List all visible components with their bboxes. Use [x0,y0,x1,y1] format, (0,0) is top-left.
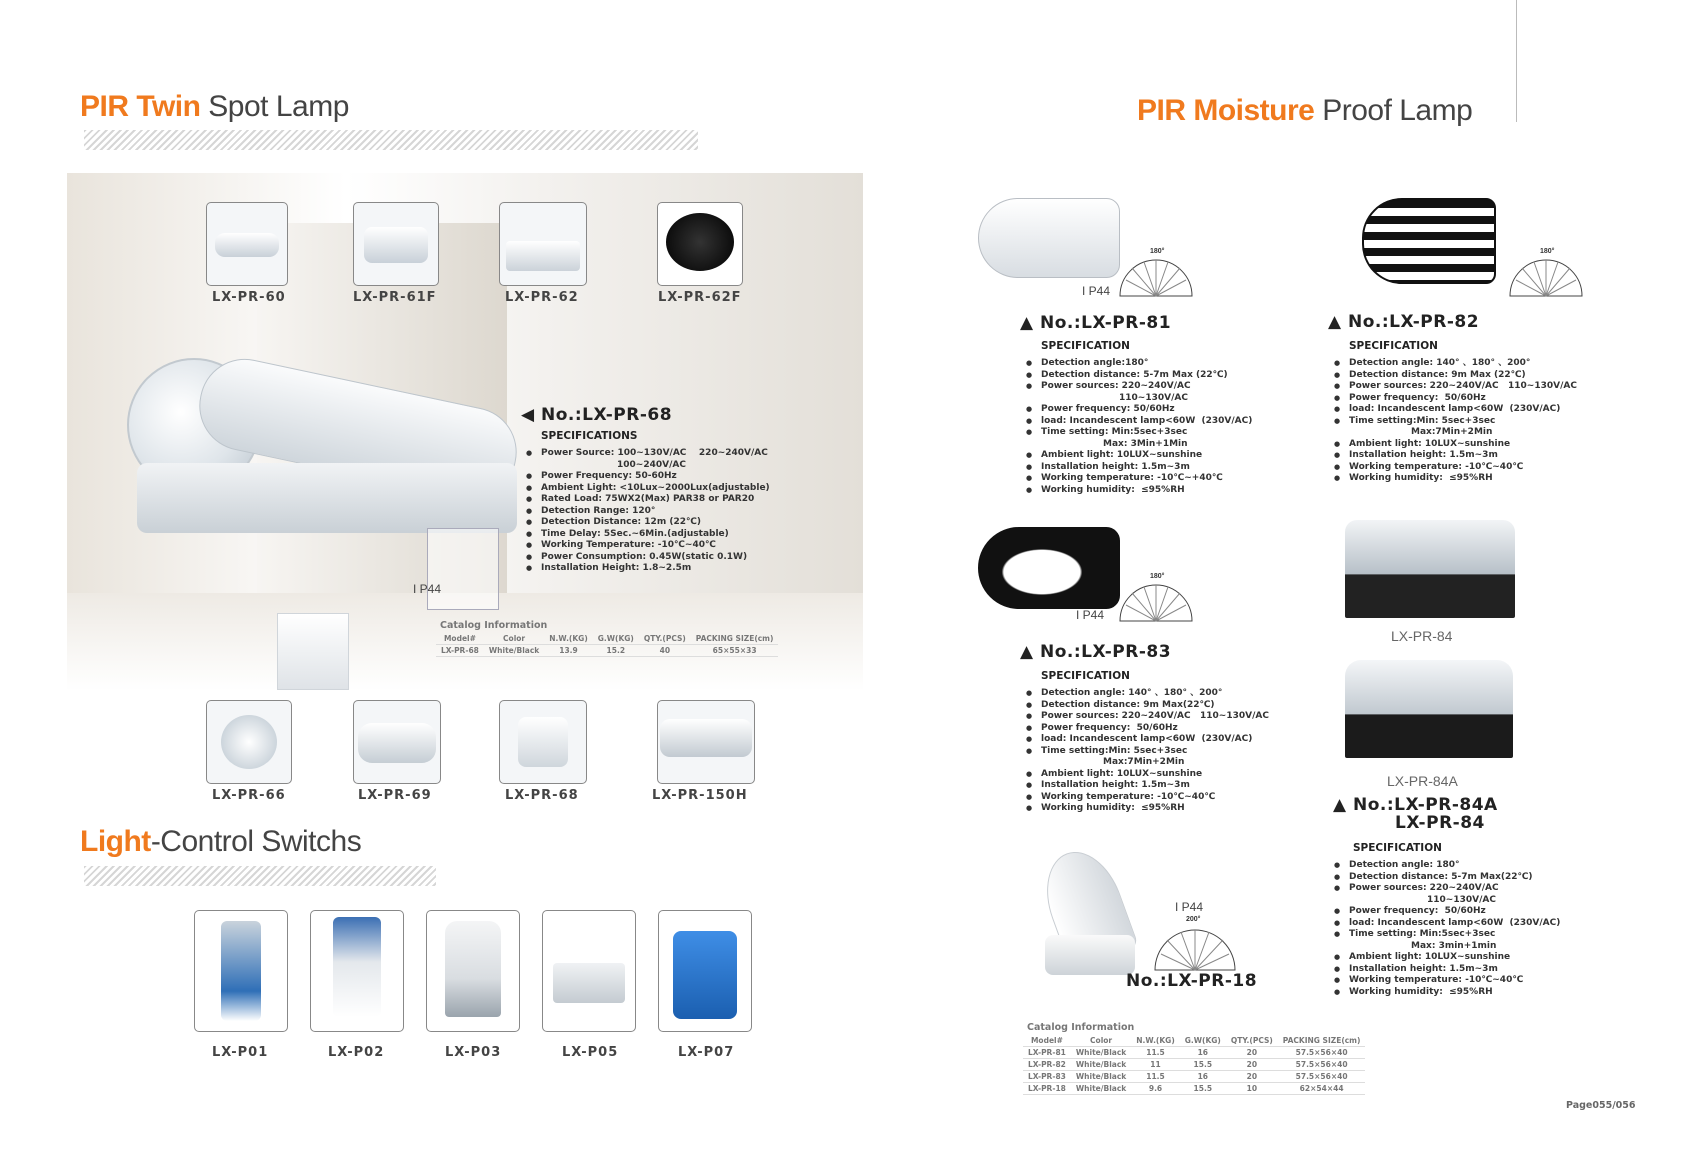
thumb-lx-pr-66 [206,700,292,784]
cell: 16 [1197,1048,1209,1057]
col-header: Model# [443,634,476,643]
spec-item: ● Detection angle: 140° 、180° 、200° [1041,688,1269,700]
table-row [1023,1047,1365,1059]
lx-pr-83-ip: I P44 [1076,608,1105,622]
cell: 40 [659,646,671,655]
lx-pr-81-image [978,198,1120,278]
lx-pr-84-image [1345,520,1515,618]
cell: 11.5 [1146,1048,1165,1057]
spec-item: ● load: Incandescent lamp<60W (230V/AC) [1041,416,1252,428]
thumb-lx-p01 [194,910,288,1032]
lx-pr-82-detection-fan [1508,250,1584,298]
featured-spec-title: SPECIFICATIONS [541,430,638,442]
thumb-lx-pr-68 [499,700,587,784]
fan-rays [1161,930,1229,970]
page-edge-line [1516,0,1517,122]
left-catalog-table [436,633,778,657]
spec-item: ● Working humidity: ≤95%RH [1041,803,1269,815]
cell: 20 [1246,1072,1258,1081]
right-title-rest: Proof Lamp [1314,94,1473,127]
fan-rays [1126,260,1186,296]
left-title-highlight: PIR Twin [80,90,201,123]
lx-pr-81-angle: 180° [1150,248,1165,255]
spec-item: ● Rated Load: 75WX2(Max) PAR38 or PAR20 [541,494,770,506]
spec-item: ● Installation height: 1.5m~3m [1041,462,1252,474]
col-header: QTY.(PCS) [643,634,686,643]
cell: 13.9 [559,646,578,655]
cell: 20 [1246,1048,1258,1057]
spec-item: ● Time setting:Min: 5sec+3sec [1349,416,1577,428]
thumb-lx-pr-69 [353,700,441,784]
lx-pr-81-spec-title: SPECIFICATION [1041,340,1130,352]
spec-item: ● Installation height: 1.5m~3m [1349,450,1577,462]
cell: 9.6 [1148,1084,1163,1093]
col-header: N.W.(KG) [549,634,588,643]
lx-pr-81-spec-list [1025,358,1252,496]
cell: White/Black [1075,1060,1127,1069]
spec-item: ● Power sources: 220~240V/AC 110~130V/AC [1349,381,1577,393]
spec-item: ● load: Incandescent lamp<60W (230V/AC) [1349,918,1560,930]
cell: 15.5 [1193,1060,1213,1069]
lx-pr-82-number: ▲ No.:LX-PR-82 [1328,312,1480,332]
col-header: G.W(KG) [1184,1036,1221,1045]
lx-pr-83-detection-fan [1118,575,1194,623]
lx-pr-83-no-text: No.:LX-PR-83 [1040,642,1172,662]
cell: 16 [1197,1072,1209,1081]
sensor-module-image [277,613,349,690]
spec-item: ● Power Frequency: 50-60Hz [541,471,770,483]
thumb-lx-p05 [542,910,636,1032]
spec-item: ● Working temperature: -10℃~40℃ [1041,792,1269,804]
right-title-highlight: PIR Moisture [1137,94,1315,127]
switch-title-rest: -Control Switchs [150,825,362,858]
right-title [1137,94,1472,128]
lx-pr-84a-label: LX-PR-84A [1387,773,1458,789]
table-row [1023,1071,1365,1083]
sensor-bar-image [137,463,517,533]
cell: 65×55×33 [712,646,757,655]
thumb-lx-p02 [310,910,404,1032]
lx-pr-82-angle: 180° [1540,248,1555,255]
featured-ip-rating: I P44 [413,582,442,596]
lx-pr-82-spec-title: SPECIFICATION [1349,340,1438,352]
detection-pattern-image [427,528,499,610]
lx-pr-18-detection-fan [1153,918,1237,972]
title-stripe [84,130,698,150]
label-lx-pr-66: LX-PR-66 [212,788,286,803]
spec-item: ● Installation height: 1.5m~3m [1041,780,1269,792]
featured-model-number: ◀ No.:LX-PR-68 [521,405,673,425]
cell: White/Black [1075,1048,1127,1057]
cell: 62×54×44 [1299,1084,1344,1093]
switch-title-stripe [84,866,436,886]
spec-item: ● Working humidity: ≤95%RH [1349,473,1577,485]
lx-pr-81-ip: I P44 [1082,284,1111,298]
col-header: Color [1090,1036,1113,1045]
label-lx-pr-150h: LX-PR-150H [652,788,748,803]
fan-rays [1516,260,1576,296]
table-row [1023,1083,1365,1095]
cell: 15.5 [1193,1084,1213,1093]
hero-panel [67,173,863,691]
col-header: N.W.(KG) [1136,1036,1175,1045]
label-lx-pr-62f: LX-PR-62F [658,290,742,305]
thumb-lx-p03 [426,910,520,1032]
switch-title [80,825,361,859]
lx-pr-81-number: ▲ No.:LX-PR-81 [1020,313,1172,333]
spec-item: ● Detection Range: 120° [541,506,770,518]
spec-item: ● Power sources: 220~240V/AC [1349,883,1560,895]
spec-item: 100~240V/AC [617,459,686,470]
lx-pr-82-image [1362,198,1496,284]
cell: White/Black [488,646,540,655]
cell: 11 [1150,1060,1161,1069]
col-header: Model# [1030,1036,1063,1045]
spec-item: ● Ambient Light: <10Lux~2000Lux(adjustable) [541,483,770,495]
spec-item: Max: 3min+1min [1411,940,1497,951]
spec-item: ● Detection distance: 5-7m Max(22℃) [1349,872,1560,884]
lx-pr-84-number: LX-PR-84 [1395,813,1485,833]
cell: 11.5 [1146,1072,1165,1081]
spec-item: 110~130V/AC [1427,894,1496,905]
cell: LX-PR-18 [1028,1084,1066,1093]
cell: LX-PR-82 [1028,1060,1066,1069]
spec-item: Max: 3Min+1Min [1103,438,1188,449]
spec-item: ● Power Source: 100~130V/AC 220~240V/AC [541,448,770,460]
lx-pr-82-spec-list [1333,358,1577,485]
featured-no-text: No.:LX-PR-68 [541,405,673,425]
spec-item: ● Working humidity: ≤95%RH [1349,987,1560,999]
lx-pr-18-angle: 200° [1186,916,1201,923]
cell: White/Black [1075,1072,1127,1081]
lx-pr-81-detection-fan [1118,250,1194,298]
label-lx-pr-60: LX-PR-60 [212,290,286,305]
table-row [436,645,778,657]
spec-item: ● Working temperature: -10℃~40℃ [1349,462,1577,474]
thumb-lx-pr-62 [499,202,587,286]
spec-item: ● Ambient light: 10LUX~sunshine [1349,439,1577,451]
switch-title-highlight: Light [80,825,151,858]
spec-item: ● Detection distance: 5-7m Max (22℃) [1041,370,1252,382]
lx-pr-84a-image [1345,660,1513,758]
spec-item: 110~130V/AC [1119,392,1188,403]
right-catalog-title: Catalog Information [1027,1022,1135,1033]
spec-item: ● Working humidity: ≤95%RH [1041,485,1252,497]
col-header: PACKING SIZE(cm) [695,634,774,643]
lx-pr-83-spec-title: SPECIFICATION [1041,670,1130,682]
lx-pr-81-no-text: No.:LX-PR-81 [1040,313,1172,333]
lx-pr-18-number: No.:LX-PR-18 [1126,971,1258,991]
spec-item: ● Ambient light: 10LUX~sunshine [1041,450,1252,462]
left-title [80,90,349,124]
lx-pr-18-ip: I P44 [1175,900,1204,914]
lx-pr-84a-number: ▲ No.:LX-PR-84A [1333,795,1498,815]
left-catalog-title: Catalog Information [440,620,548,631]
spec-item: ● Power frequency: 50/60Hz [1041,723,1269,735]
spec-item: Max:7Min+2Min [1103,757,1185,767]
featured-spec-list [525,448,770,575]
lx-pr-83-image [978,527,1120,609]
label-lx-pr-68: LX-PR-68 [505,788,579,803]
spec-item: ● Power frequency: 50/60Hz [1349,906,1560,918]
cell: 57.5×56×40 [1295,1072,1348,1081]
lx-pr-18-base-image [1045,935,1135,975]
spec-item: ● Detection angle: 180° [1349,860,1560,872]
spec-item: ● Time Delay: 5Sec.~6Min.(adjustable) [541,529,770,541]
spec-item: ● Detection distance: 9m Max (22℃) [1349,370,1577,382]
table-row [1023,1059,1365,1071]
lx-pr-83-spec-list [1025,688,1269,815]
lx-pr-84-label: LX-PR-84 [1391,628,1453,644]
lx-pr-83-number: ▲ No.:LX-PR-83 [1020,642,1172,662]
spec-item: Max:7Min+2Min [1411,427,1493,437]
label-lx-pr-69: LX-PR-69 [358,788,432,803]
spec-item: ● Time setting:Min: 5sec+3sec [1041,746,1269,758]
label-lx-p02: LX-P02 [328,1045,385,1060]
spec-item: ● Power sources: 220~240V/AC [1041,381,1252,393]
lx-pr-84-spec-title: SPECIFICATION [1353,842,1442,854]
lx-pr-82-no-text: No.:LX-PR-82 [1348,312,1480,332]
spec-item: ● Ambient light: 10LUX~sunshine [1349,952,1560,964]
cell: LX-PR-68 [441,646,479,655]
thumb-lx-pr-61f [353,202,439,286]
table-header-row [436,633,778,645]
spec-item: ● load: Incandescent lamp<60W (230V/AC) [1349,404,1577,416]
spec-item: ● Detection Distance: 12m (22℃) [541,517,770,529]
lx-pr-84a-no-text: No.:LX-PR-84A [1353,795,1498,815]
cell: 57.5×56×40 [1295,1060,1348,1069]
thumb-lx-pr-150h [657,700,755,784]
cell: 57.5×56×40 [1295,1048,1348,1057]
spec-item: ● Power sources: 220~240V/AC 110~130V/AC [1041,711,1269,723]
spec-item: ● Time setting: Min:5sec+3sec [1041,427,1252,439]
spec-item: ● Time setting: Min:5sec+3sec [1349,929,1560,941]
label-lx-p01: LX-P01 [212,1045,269,1060]
spec-item: ● Ambient light: 10LUX~sunshine [1041,769,1269,781]
left-title-rest: Spot Lamp [200,90,349,123]
spec-item: ● Installation Height: 1.8~2.5m [541,563,770,575]
lx-pr-83-angle: 180° [1150,573,1165,580]
table-header-row [1023,1035,1365,1047]
cell: White/Black [1075,1084,1127,1093]
thumb-lx-pr-62f [657,202,743,286]
spec-item: ● load: Incandescent lamp<60W (230V/AC) [1041,734,1269,746]
label-lx-p03: LX-P03 [445,1045,502,1060]
spec-item: ● Working temperature: -10℃~+40℃ [1041,473,1252,485]
label-lx-pr-61f: LX-PR-61F [353,290,437,305]
col-header: PACKING SIZE(cm) [1282,1036,1361,1045]
label-lx-p07: LX-P07 [678,1045,735,1060]
spec-item: ● Power Consumption: 0.45W(static 0.1W) [541,552,770,564]
cell: LX-PR-83 [1028,1072,1066,1081]
spec-item: ● Power frequency: 50/60Hz [1349,393,1577,405]
fan-rays [1126,585,1186,621]
cell: 20 [1246,1060,1258,1069]
page-number: Page055/056 [1566,1100,1636,1111]
col-header: QTY.(PCS) [1230,1036,1273,1045]
label-lx-pr-62: LX-PR-62 [505,290,579,305]
cell: 15.2 [606,646,626,655]
spec-item: ● Detection distance: 9m Max(22℃) [1041,700,1269,712]
spec-item: ● Working Temperature: -10℃~40℃ [541,540,770,552]
col-header: G.W(KG) [597,634,634,643]
label-lx-p05: LX-P05 [562,1045,619,1060]
cell: 10 [1246,1084,1258,1093]
col-header: Color [503,634,526,643]
spec-item: ● Detection angle: 140° 、180° 、200° [1349,358,1577,370]
cell: LX-PR-81 [1028,1048,1066,1057]
thumb-lx-p07 [658,910,752,1032]
spec-item: ● Installation height: 1.5m~3m [1349,964,1560,976]
spec-item: ● Working temperature: -10℃~40℃ [1349,975,1560,987]
lx-pr-84-spec-list [1333,860,1560,998]
spec-item: ● Detection angle:180° [1041,358,1252,370]
right-catalog-table [1023,1035,1365,1095]
spec-item: ● Power frequency: 50/60Hz [1041,404,1252,416]
thumb-lx-pr-60 [206,202,288,286]
